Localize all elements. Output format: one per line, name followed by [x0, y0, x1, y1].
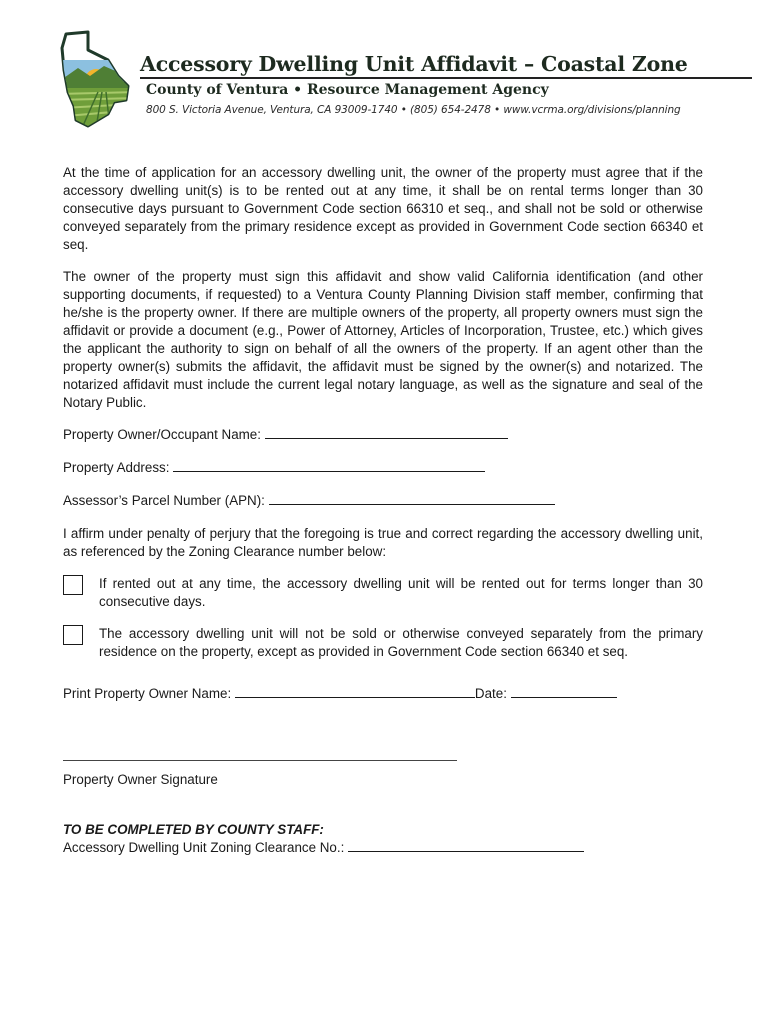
no-separate-sale-row	[63, 625, 703, 661]
intro-paragraph: At the time of application for an accessory dwelling unit, the owner of the property must agree that if the accessory dwelling unit(s) is to be rented out at any time, it shall be on rental terms longer than 30 consecutive days pursuant to Government Code section 66310 et seq., and shall not be sold or otherwise conveyed separately from the primary residence except as provided in Government Code section 66340 et seq.	[63, 165, 703, 252]
date-input-line[interactable]	[511, 685, 617, 698]
apn-label: Assessor’s Parcel Number (APN):	[63, 493, 265, 508]
signature-label: Property Owner Signature	[63, 772, 218, 787]
rental-terms-checkbox[interactable]	[63, 575, 83, 595]
county-logo	[58, 30, 136, 128]
document-title: Accessory Dwelling Unit Affidavit – Coastal Zone	[140, 52, 688, 76]
clearance-number-input-line[interactable]	[348, 839, 584, 852]
document-body	[63, 164, 703, 872]
apn-input-line[interactable]	[269, 492, 555, 505]
title-divider	[140, 77, 752, 79]
owner-name-field	[63, 426, 703, 444]
rental-terms-row	[63, 575, 703, 611]
print-name-field	[63, 685, 703, 703]
agency-name: County of Ventura • Resource Management Agency	[146, 82, 549, 98]
agency-contact: 800 S. Victoria Avenue, Ventura, CA 93009-1740 • (805) 654-2478 • www.vcrma.org/divisions/planning	[146, 104, 681, 116]
no-separate-sale-checkbox[interactable]	[63, 625, 83, 645]
signature-block	[63, 759, 703, 789]
staff-section-heading: TO BE COMPLETED BY COUNTY STAFF:	[63, 822, 324, 837]
affirmation-paragraph: I affirm under penalty of perjury that the foregoing is true and correct regarding the accessory dwelling unit, as referenced by the Zoning Clearance number below:	[63, 526, 703, 559]
owner-name-label: Property Owner/Occupant Name:	[63, 427, 261, 442]
apn-field	[63, 492, 703, 510]
document-header	[58, 30, 758, 130]
clearance-number-label: Accessory Dwelling Unit Zoning Clearance No.:	[63, 840, 345, 855]
print-name-input-line[interactable]	[235, 685, 475, 698]
rental-terms-text: If rented out at any time, the accessory dwelling unit will be rented out for terms longer than 30 consecutive days.	[99, 576, 703, 609]
property-address-field	[63, 459, 703, 477]
no-separate-sale-text: The accessory dwelling unit will not be sold or otherwise conveyed separately from the primary residence on the property, except as provided in Government Code section 66340 et seq.	[99, 626, 703, 659]
owner-requirements-paragraph: The owner of the property must sign this affidavit and show valid California identification (and other supporting documents, if requested) to a Ventura County Planning Division staff member, confirming that he/she is the property owner. If there are multiple owners of the property, all property owners must sign the affidavit or provide a document (e.g., Power of Attorney, Articles of Incorporation, Trustee, etc.) which gives the applicant the authority to sign on behalf of all the owners of the property. If an agent other than the property owner(s) submits the affidavit, the affidavit must be signed by the owner(s) and notarized. The notarized affidavit must include the current legal notary language, as well as the signature and seal of the Notary Public.	[63, 269, 703, 410]
property-address-input-line[interactable]	[173, 459, 485, 472]
clearance-number-field	[63, 839, 703, 857]
property-address-label: Property Address:	[63, 460, 170, 475]
print-name-label: Print Property Owner Name:	[63, 686, 232, 701]
signature-input-line[interactable]	[63, 759, 457, 761]
owner-name-input-line[interactable]	[265, 426, 508, 439]
date-label: Date:	[474, 686, 507, 701]
